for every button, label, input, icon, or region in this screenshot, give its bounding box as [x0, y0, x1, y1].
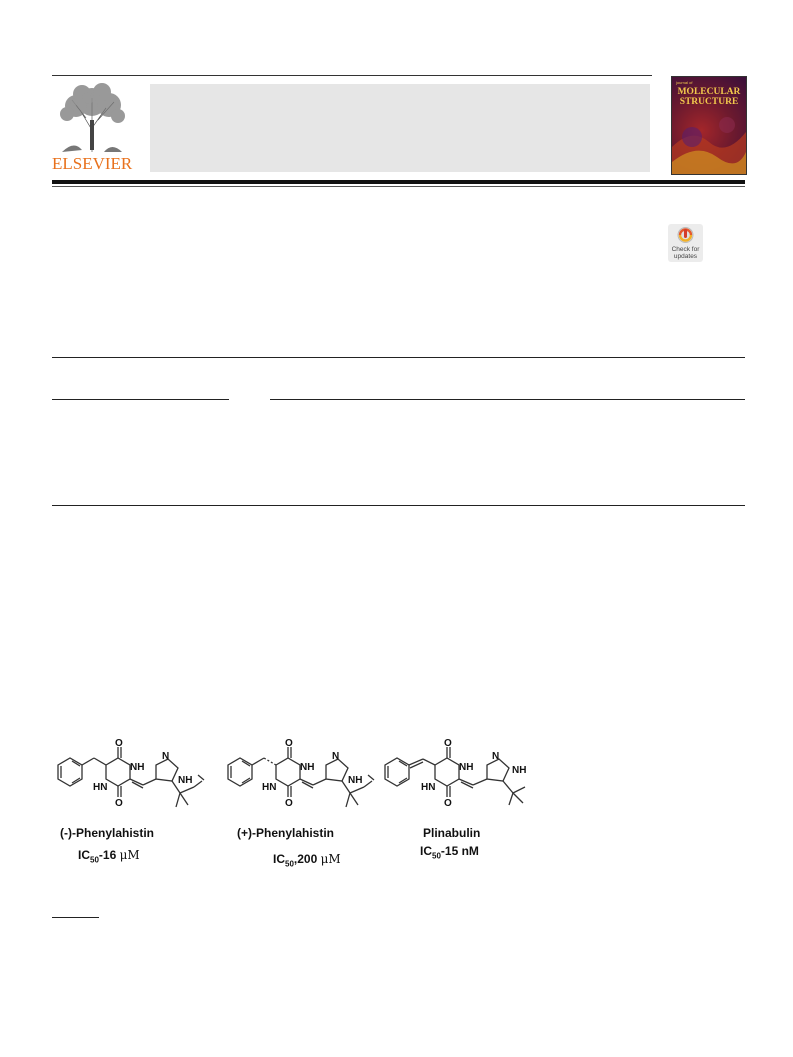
atom-hn-1: HN [93, 782, 108, 793]
abstract-bottom-rule [52, 505, 745, 506]
atom-o-3b: O [444, 798, 452, 809]
molecule-drawings [48, 735, 548, 830]
atom-hn-2: HN [262, 782, 277, 793]
atom-imnh-1: NH [178, 775, 193, 786]
elsevier-logo [52, 80, 132, 172]
check-updates-icon [677, 227, 694, 245]
top-rule [52, 75, 652, 76]
cover-art-image [672, 107, 746, 174]
compound-name-1: (-)-Phenylahistin [60, 826, 155, 840]
journal-cover [671, 76, 747, 175]
atom-o-3a: O [444, 738, 452, 749]
elsevier-tree-icon [52, 80, 132, 154]
elsevier-wordmark: ELSEVIER [52, 154, 133, 173]
atom-nh-1: NH [130, 762, 145, 773]
atom-nh-2: NH [300, 762, 315, 773]
header-rule-thick [52, 180, 745, 184]
ic50-value-2: $IC_{50},200$ μM [273, 852, 341, 869]
journal-header-band [150, 84, 650, 172]
atom-o-2b: O [285, 798, 293, 809]
header-rule-thin [52, 186, 745, 187]
atom-imnh-3: NH [512, 765, 527, 776]
atom-o-2a: O [285, 738, 293, 749]
footnote-rule [52, 917, 99, 918]
atom-n-1: N [162, 751, 170, 762]
ic50-value-1: $IC_{50}-16$ μM [78, 848, 140, 865]
compound-name-2: (+)-Phenylahistin [237, 826, 335, 840]
atom-n-2: N [332, 751, 340, 762]
atom-n-3: N [492, 751, 500, 762]
atom-hn-3: HN [421, 782, 436, 793]
atom-nh-3: NH [459, 762, 474, 773]
article-info-left-rule [52, 399, 229, 400]
molecule-3-skeleton [385, 747, 525, 805]
structures-figure [48, 735, 548, 875]
atom-o-1a: O [115, 738, 123, 749]
atom-o-1b: O [115, 798, 123, 809]
cover-kicker: journal of [676, 80, 693, 85]
ic50-value-3: $IC_{50}-15$ nM [420, 844, 479, 861]
article-info-top-rule [52, 357, 745, 358]
cover-title: MOLECULAR STRUCTURE [677, 87, 741, 107]
abstract-heading-rule [270, 399, 745, 400]
atom-imnh-2: NH [348, 775, 363, 786]
check-for-updates-label: Check for updates [671, 246, 700, 260]
check-for-updates-badge[interactable] [668, 224, 703, 262]
compound-name-3: Plinabulin [423, 826, 481, 840]
